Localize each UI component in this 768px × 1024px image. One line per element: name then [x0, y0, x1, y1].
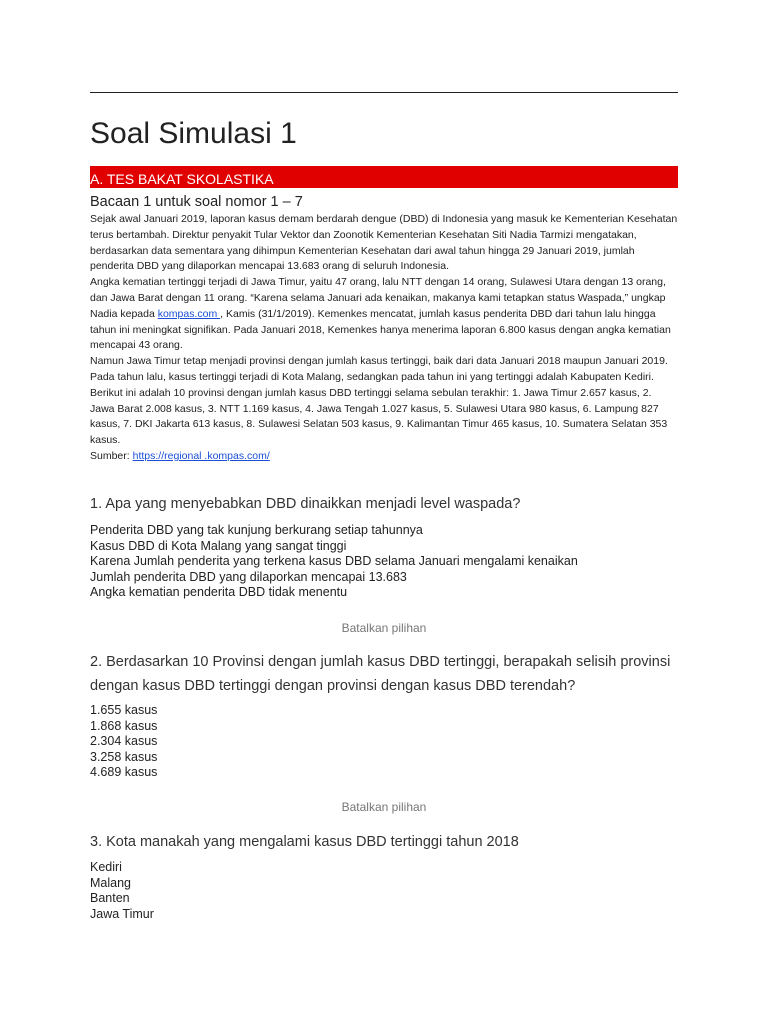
question-3: 3. Kota manakah yang mengalami kasus DBD tertinggi tahun 2018 — [90, 834, 519, 850]
answer-option[interactable]: Malang — [90, 875, 131, 890]
question-1-options — [90, 523, 678, 601]
answer-option[interactable]: Jumlah penderita DBD yang dilaporkan mencapai 13.683 — [90, 569, 407, 584]
answer-option[interactable]: 4.689 kasus — [90, 765, 158, 779]
answer-option[interactable]: Banten — [90, 891, 130, 905]
answer-option[interactable]: 3.258 kasus — [90, 749, 158, 764]
cancel-selection-button[interactable]: Batalkan pilihan — [341, 800, 427, 814]
kompas-link[interactable]: kompas.com — [157, 307, 221, 320]
question-3-options — [90, 860, 678, 922]
question-2-options — [90, 703, 678, 781]
page-title: Soal Simulasi 1 — [90, 117, 297, 150]
answer-option[interactable]: 1.655 kasus — [90, 703, 158, 717]
answer-option[interactable]: Karena Jumlah penderita yang terkena kasus DBD selama Januari mengalami kenaikan — [90, 554, 578, 568]
answer-option[interactable]: Penderita DBD yang tak kunjung berkurang setiap tahunnya — [90, 523, 423, 537]
answer-option[interactable]: Jawa Timur — [90, 906, 154, 921]
passage-paragraph: Sejak awal Januari 2019, laporan kasus demam berdarah dengue (DBD) di Indonesia yang masuk ke Kementerian Kesehatan terus bertambah. Direktur penyakit Tular Vektor dan Zoonotik Kementerian Kesehatan Siti Nadia Tarmizi mengatakan, berdasarkan data sementara yang dihimpun Kementerian Kesehatan dari awal tahun hingga 29 Januari 2019, jumlah penderita DBD yang dilaporkan mencapai 13.683 orang di seluruh Indonesia. — [90, 213, 678, 273]
cancel-selection-button[interactable]: Batalkan pilihan — [341, 621, 427, 635]
answer-option[interactable]: 1.868 kasus — [90, 718, 158, 733]
answer-option[interactable]: Kediri — [90, 860, 122, 874]
passage-paragraph: Namun Jawa Timur tetap menjadi provinsi dengan jumlah kasus tertinggi, baik dari data Januari 2018 maupun Januari 2019. Pada tahun lalu, kasus tertinggi terjadi di Kota Malang, sedangkan pada tahun ini yang tertinggi adalah Kabupaten Kediri. Berikut ini adalah 10 provinsi dengan jumlah kasus DBD tertinggi selama sebulan terakhir: 1. Jawa Timur 2.657 kasus, 2. Jawa Barat 2.008 kasus, 3. NTT 1.169 kasus, 4. Jawa Tengah 1.027 kasus, 5. Sulawesi Utara 980 kasus, 6. Lampung 827 kasus, 7. DKI Jakarta 613 kasus, 8. Sulawesi Selatan 503 kasus, 9. Kalimantan Timur 465 kasus, 10. Sumatera Selatan 353 kasus. — [90, 355, 668, 447]
section-header: A. TES BAKAT SKOLASTIKA — [90, 166, 678, 188]
source-link[interactable]: https://regional .kompas.com/ — [132, 449, 270, 462]
answer-option[interactable]: Kasus DBD di Kota Malang yang sangat tinggi — [90, 538, 347, 553]
answer-option[interactable]: Angka kematian penderita DBD tidak menentu — [90, 585, 348, 599]
source-line: Sumber: https://regional .kompas.com/ — [90, 449, 270, 462]
reading-title: Bacaan 1 untuk soal nomor 1 – 7 — [90, 194, 303, 210]
question-1: 1. Apa yang menyebabkan DBD dinaikkan menjadi level waspada? — [90, 496, 521, 512]
top-divider — [90, 92, 678, 93]
answer-option[interactable]: 2.304 kasus — [90, 734, 158, 748]
question-2: 2. Berdasarkan 10 Provinsi dengan jumlah kasus DBD tertinggi, berapakah selisih provinsi dengan kasus DBD tertinggi dengan provinsi dengan kasus DBD terendah? — [90, 654, 671, 694]
reading-passage — [90, 212, 678, 465]
passage-paragraph: Angka kematian tertinggi terjadi di Jawa Timur, yaitu 47 orang, lalu NTT dengan 14 orang, Sulawesi Utara dengan 13 orang, dan Jawa Barat dengan 11 orang. “Karena selama Januari ada kenaikan, makanya kami tetapkan status Waspada,” ungkap Nadia kepada kompas.com , Kamis (31/1/2019). Kemenkes mencatat, jumlah kasus penderita DBD dari tahun lalu hingga tahun ini meningkat signifikan. Pada Januari 2018, Kemenkes hanya menerima laporan 6.800 kasus dengan angka kematian mencapai 43 orang. — [90, 276, 671, 352]
